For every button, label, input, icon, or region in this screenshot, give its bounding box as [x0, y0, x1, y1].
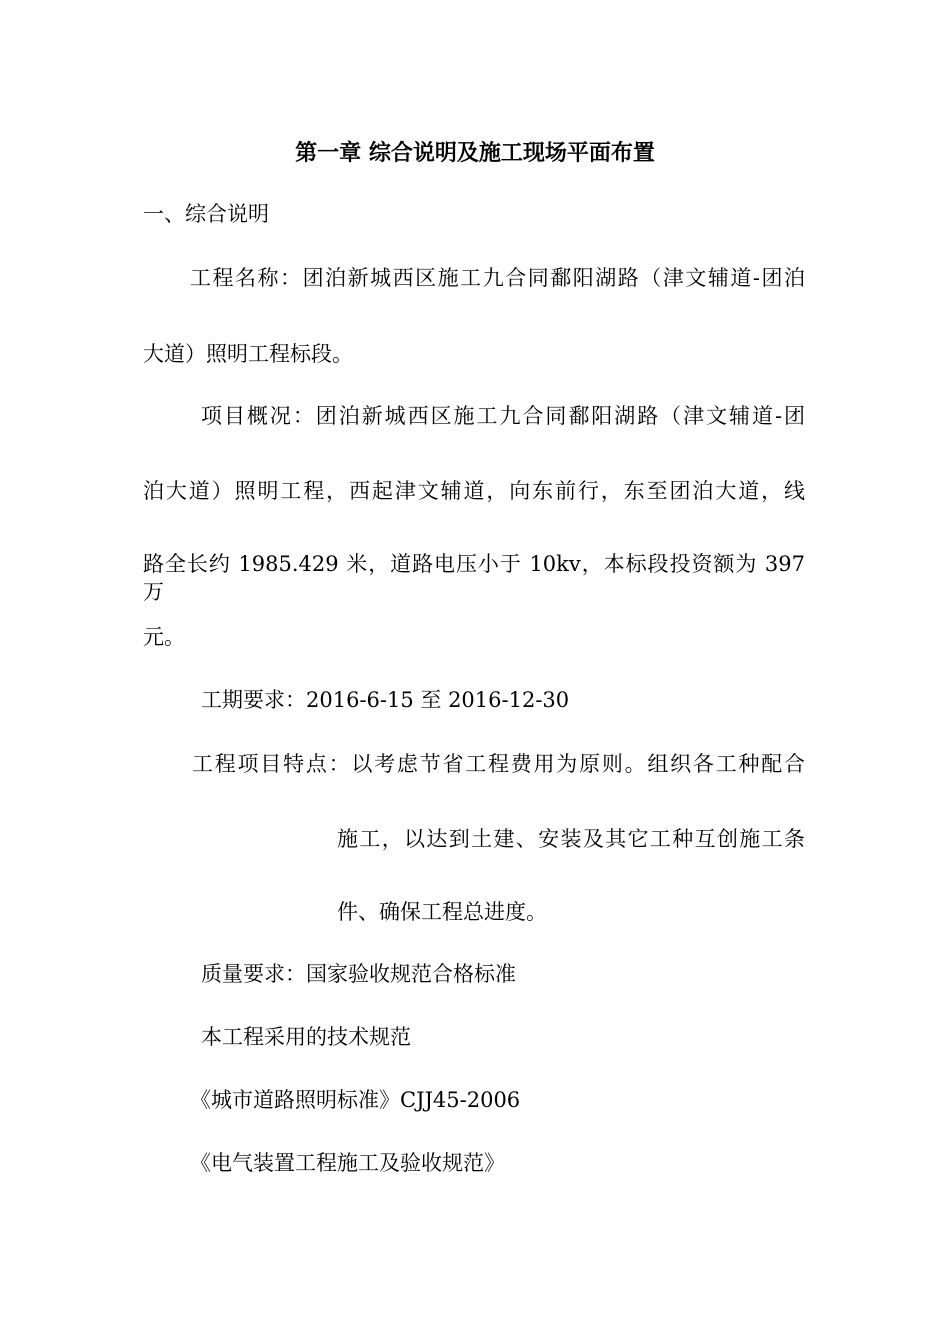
spec-item: 《电气装置工程施工及验收规范》	[190, 1151, 505, 1175]
tech-spec-heading: 本工程采用的技术规范	[201, 1025, 411, 1049]
schedule-requirement: 工期要求：2016-6-15 至 2016-12-30	[201, 688, 570, 712]
overview-line-4: 元。	[143, 625, 185, 649]
features-line-2: 施工，以达到土建、安装及其它工种互创施工条	[337, 827, 805, 851]
quality-requirement: 质量要求：国家验收规范合格标准	[201, 962, 516, 986]
spec-item: 《城市道路照明标准》CJJ45-2006	[190, 1088, 521, 1112]
overview-line-3: 路全长约 1985.429 米，道路电压小于 10kv，本标段投资额为 397 万	[143, 552, 805, 604]
overview-line-1: 项目概况：团泊新城西区施工九合同鄱阳湖路（津文辅道-团	[201, 404, 805, 428]
section-heading-general: 一、综合说明	[143, 202, 269, 226]
project-name-line-1: 工程名称：团泊新城西区施工九合同鄱阳湖路（津文辅道-团泊	[190, 266, 805, 290]
features-line-3: 件、确保工程总进度。	[337, 900, 547, 924]
project-name-line-2: 大道）照明工程标段。	[143, 342, 353, 366]
features-line-1: 工程项目特点：以考虑节省工程费用为原则。组织各工种配合	[192, 752, 805, 776]
chapter-title: 第一章 综合说明及施工现场平面布置	[295, 140, 655, 166]
overview-line-2: 泊大道）照明工程，西起津文辅道，向东前行，东至团泊大道，线	[143, 479, 805, 503]
